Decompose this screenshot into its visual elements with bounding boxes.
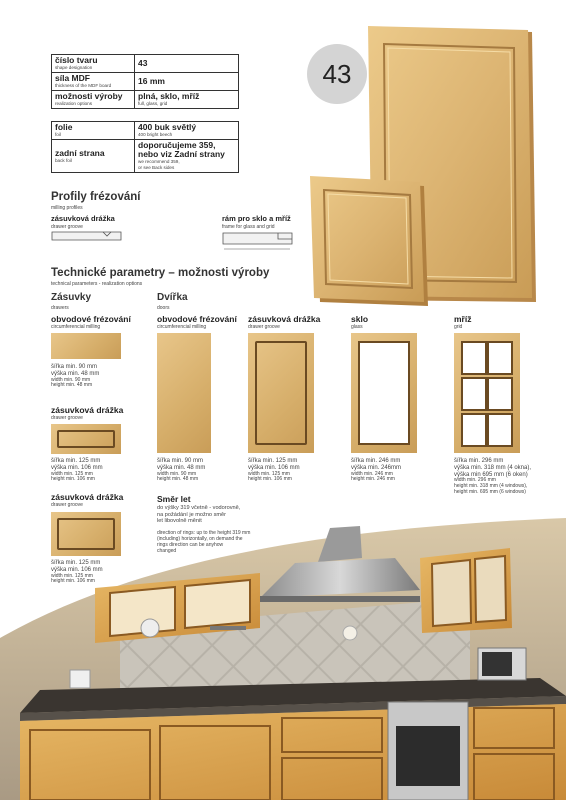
- spec-row: zadní strana back foil doporučujeme 359, nebo viz Zadní strany we recommend 359, or see Back sides: [52, 140, 239, 173]
- drawer-dimensions: šířka min. 125 mm výška min. 106 mm width min. 125 mm height min. 106 mm: [51, 560, 103, 585]
- door-dimensions: šířka min. 296 mm výška min. 318 mm (4 okna), výška min 695 mm (6 oken) width min. 296 mm height min. 318 mm (4 windows), height min. 695 mm (6 windows): [454, 458, 532, 495]
- door-panel: [248, 333, 314, 453]
- door-item-subtitle: circumferencial milling: [157, 324, 207, 330]
- profile-label-en: frame for glass and grid: [222, 224, 275, 230]
- spec-row: možnosti výroby realization options plná, sklo, mříž full, glass, grid: [52, 91, 239, 109]
- door-panel-grid: [454, 333, 520, 453]
- profile-label: zásuvková drážka: [51, 214, 115, 223]
- spec-table: [51, 54, 239, 109]
- door-item-title: zásuvková drážka: [248, 314, 321, 324]
- door-panel: [351, 333, 417, 453]
- page-number-badge: 43: [307, 44, 367, 104]
- profile-label: rám pro sklo a mříž: [222, 214, 291, 223]
- door-item-title: sklo: [351, 314, 369, 324]
- drawer-item-title: zásuvková drážka: [51, 492, 124, 502]
- door-item-subtitle: grid: [454, 324, 463, 330]
- spec-table-2: [51, 121, 239, 173]
- drawer-item-subtitle: drawer groove: [51, 415, 83, 421]
- milling-subtitle: milling profiles: [51, 205, 83, 211]
- grain-text-cz: do výšky 319 včetně - vodorovně, na požádání je možno směr let libovolně měnit: [157, 505, 241, 525]
- drawers-heading: Zásuvky: [51, 292, 92, 303]
- kitchen-photo: [0, 518, 566, 800]
- doors-heading: Dvířka: [157, 292, 188, 303]
- grain-title: Směr let: [157, 494, 191, 504]
- spec-row: síla MDF thickness of the MDF board 16 mm: [52, 73, 239, 91]
- drawer-panel: [51, 424, 121, 454]
- door-panel: [157, 333, 211, 453]
- milling-title: Profily frézování: [51, 191, 141, 203]
- drawer-dimensions: šířka min. 125 mm výška min. 106 mm width min. 125 mm height min. 106 mm: [51, 458, 103, 483]
- drawer-item-subtitle: drawer groove: [51, 502, 83, 508]
- grain-text-en: direction of rings: up to the height 319 mm (including) horizontally, on demand the rings direction can be anyhow changed: [157, 530, 251, 554]
- door-dimensions: šířka min. 90 mm výška min. 48 mm width min. 90 mm height min. 48 mm: [157, 458, 206, 483]
- drawer-item-title: zásuvková drážka: [51, 405, 124, 415]
- drawer-item-subtitle: circumferencial milling: [51, 324, 101, 330]
- tech-subtitle: technical parameters - realization options: [51, 281, 143, 287]
- drawer-item-title: obvodové frézování: [51, 314, 131, 324]
- profile-label-en: drawer groove: [51, 224, 83, 230]
- profile-drawing: [51, 230, 123, 242]
- door-item-subtitle: glass: [351, 324, 363, 330]
- doors-heading-en: doors: [157, 305, 170, 311]
- door-product-image: [300, 20, 550, 310]
- door-item-subtitle: drawer groove: [248, 324, 280, 330]
- door-dimensions: šířka min. 246 mm výška min. 246mm width min. 246 mm height min. 246 mm: [351, 458, 402, 483]
- drawer-panel: [51, 333, 121, 359]
- spec-row: číslo tvaru shape designation 43: [52, 55, 239, 73]
- tech-title: Technické parametry – možnosti výroby: [51, 267, 270, 279]
- profile-drawing: [222, 230, 302, 254]
- door-dimensions: šířka min. 125 mm výška min. 106 mm width min. 125 mm height min. 106 mm: [248, 458, 300, 483]
- door-item-title: mříž: [454, 314, 472, 324]
- drawer-dimensions: šířka min. 90 mm výška min. 48 mm width min. 90 mm height min. 48 mm: [51, 364, 100, 389]
- door-item-title: obvodové frézování: [157, 314, 237, 324]
- drawers-heading-en: drawers: [51, 305, 69, 311]
- spec-row: folie foil 400 buk světlý 400 bright beech: [52, 122, 239, 140]
